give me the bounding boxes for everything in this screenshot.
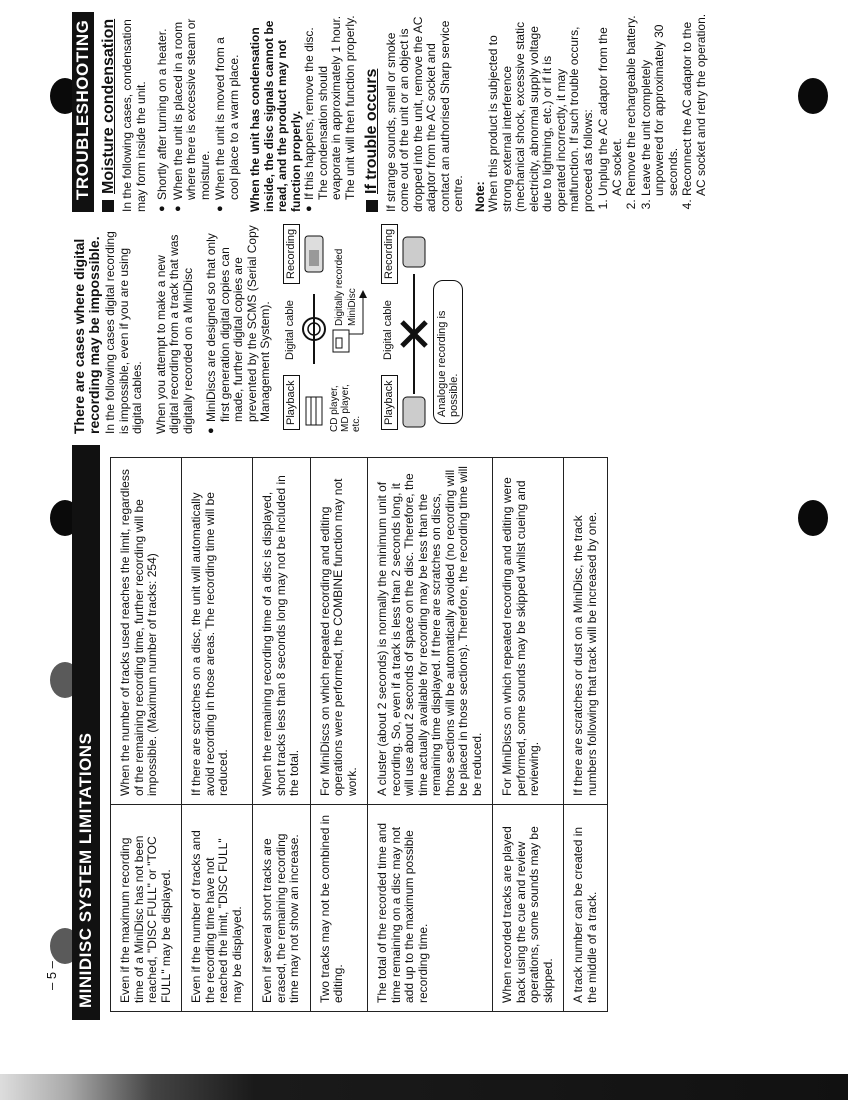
reason-cell: A cluster (about 2 seconds) is normally the minimum unit of recording. So, even if a track is less than 2 seconds long, it will use about 2 seconds of space on the disc. Therefore, the time actually available for recording may be less than the remaining time displayed. If there are scratches on discs, those sections will be automatically avoided (no recording will be placed in those sections). Therefore, the recording time will be reduced. bbox=[368, 458, 493, 805]
digital-heading: There are cases where digital recording may be impossible. bbox=[71, 236, 102, 434]
note-text: When this product is subjected to strong external interference (mechanical shock, excessive static electricity, abnormal supply voltage due to lightning, etc.) or if it is operated incorrectly, it may malfunction. If such trouble occurs, proceed as follows: bbox=[486, 21, 595, 212]
table-row bbox=[493, 458, 564, 1012]
arrow-down-icon bbox=[349, 284, 371, 344]
troubleshooting-section bbox=[72, 12, 709, 212]
reason-cell: For MiniDiscs on which repeated recording and editing were performed, some sounds may be skipped whilst cueing and reviewing. bbox=[493, 458, 564, 805]
reason-cell: If there are scratches on a disc, the unit will automatically avoid recording in those areas. The recording time will be reduced. bbox=[182, 458, 253, 805]
moisture-heading: Moisture condensation bbox=[102, 12, 116, 212]
square-bullet-icon bbox=[366, 200, 378, 212]
minidisc-recorder-icon bbox=[399, 234, 429, 270]
scms-bullet: ● MiniDiscs are designed so that only first generation digital copies can made, further digital copies are prevented by the SCMS (Serial Copy Management System). bbox=[205, 224, 273, 434]
list-item: 1. Unplug the AC adaptor from the AC socket. bbox=[597, 12, 624, 196]
condensation-bullet: ● If this happens, remove the disc. The condensation should evaporate in approximately 1 hour. The unit will then function properly. bbox=[303, 12, 357, 212]
moisture-intro: In the following cases, condensation may form inside the unit. bbox=[120, 19, 148, 212]
blocked-copy-diagram bbox=[379, 224, 459, 434]
digital-copy-diagram bbox=[281, 224, 373, 434]
situation-cell: Two tracks may not be combined in editing. bbox=[310, 805, 368, 1012]
reason-cell: For MiniDiscs on which repeated recording and editing operations were performed, the COMBINE function may not work. bbox=[310, 458, 368, 805]
reason-cell: If there are scratches or dust on a MiniDisc, the track numbers following that track will be increased by one. bbox=[564, 458, 608, 805]
digitally-recorded-label: Digitally recorded MiniDisc bbox=[333, 248, 358, 326]
limitations-title: MINIDISC SYSTEM LIMITATIONS bbox=[72, 445, 100, 1020]
recording-label: Recording bbox=[283, 224, 301, 284]
digital-case: When you attempt to make a new digital recording from a track that was digitally recorded on a MiniDisc bbox=[153, 234, 195, 434]
moisture-bullet: ● When the unit is moved from a cool place to a warm place. bbox=[214, 12, 241, 212]
trouble-text: If strange sounds, smell or smoke come out of the unit or an object is dropped into the unit, remove the AC adaptor from the AC socket and contact an authorised Sharp service centre. bbox=[383, 16, 465, 212]
recording-label: Recording bbox=[381, 224, 399, 284]
reason-cell: When the number of tracks used reaches the limit, regardless of the remaining recording time, further recording will be impossible. (Maximum number of tracks: 254) bbox=[111, 458, 182, 805]
digital-intro: In the following cases digital recording is impossible, even if you are using digital cables. bbox=[103, 231, 144, 434]
situation-cell: Even if the maximum recording time of a MiniDisc has not been reached, "DISC FULL" or "TOC FULL" may be displayed. bbox=[111, 805, 182, 1012]
table-row bbox=[310, 458, 368, 1012]
limitations-section bbox=[72, 445, 608, 1020]
playback-label: Playback bbox=[381, 375, 399, 430]
limitations-table bbox=[110, 457, 608, 1012]
moisture-bullet: ● When the unit is placed in a room where there is excessive steam or moisture. bbox=[172, 12, 213, 212]
analogue-possible-note: Analogue recording is possible. bbox=[433, 280, 463, 424]
list-item: 2. Remove the rechargeable battery. bbox=[625, 12, 639, 196]
table-row bbox=[368, 458, 493, 1012]
digital-cable-label: Digital cable bbox=[381, 300, 394, 360]
reason-cell: When the remaining recording time of a disc is displayed, short tracks less than 8 seconds long may not be included in the total. bbox=[253, 458, 311, 805]
page-number: – 5 – bbox=[44, 961, 59, 990]
condensation-warning: When the unit has condensation inside, the disc signals cannot be read, and the product may not function properly. bbox=[248, 20, 303, 212]
situation-cell: Even if the number of tracks and the recording time have not reached the limit, "DISC FULL" may be displayed. bbox=[182, 805, 253, 1012]
minidisc-icon bbox=[399, 394, 429, 430]
minidisc-recorder-icon bbox=[301, 234, 327, 274]
table-row bbox=[564, 458, 608, 1012]
digital-cable-label: Digital cable bbox=[283, 300, 296, 360]
situation-cell: Even if several short tracks are erased, the remaining recording time may not show an increase. bbox=[253, 805, 311, 1012]
list-item: 3. Leave the unit completely unpowered for approximately 30 seconds. bbox=[640, 12, 681, 196]
cable-reel-icon bbox=[301, 294, 327, 364]
situation-cell: When recorded tracks are played back using the cue and review operations, some sounds may be skipped. bbox=[493, 805, 564, 1012]
situation-cell: A track number can be created in the middle of a track. bbox=[564, 805, 608, 1012]
table-row bbox=[253, 458, 311, 1012]
scan-edge-band bbox=[0, 1074, 848, 1100]
table-row bbox=[111, 458, 182, 1012]
rotated-page-content bbox=[40, 0, 810, 1040]
recovery-steps bbox=[597, 12, 708, 212]
minidisc-icon bbox=[331, 328, 351, 354]
note-label: Note: bbox=[472, 181, 487, 212]
digital-recording-section bbox=[72, 224, 459, 434]
cd-player-icon bbox=[305, 396, 323, 426]
playback-label: Playback bbox=[283, 375, 301, 430]
situation-cell: The total of the recorded time and time remaining on a disc may not add up to the maximum possible recording time. bbox=[368, 805, 493, 1012]
blocked-cable-icon bbox=[399, 274, 429, 394]
troubleshooting-title: TROUBLESHOOTING bbox=[72, 12, 94, 212]
cd-player-label: CD player, MD player, etc. bbox=[328, 384, 362, 432]
list-item: 4. Reconnect the AC adaptor to the AC socket and retry the operation. bbox=[681, 12, 708, 196]
trouble-heading: If trouble occurs bbox=[365, 12, 379, 212]
table-row bbox=[182, 458, 253, 1012]
square-bullet-icon bbox=[102, 200, 114, 212]
moisture-bullet: ● Shortly after turning on a heater. bbox=[156, 12, 170, 212]
